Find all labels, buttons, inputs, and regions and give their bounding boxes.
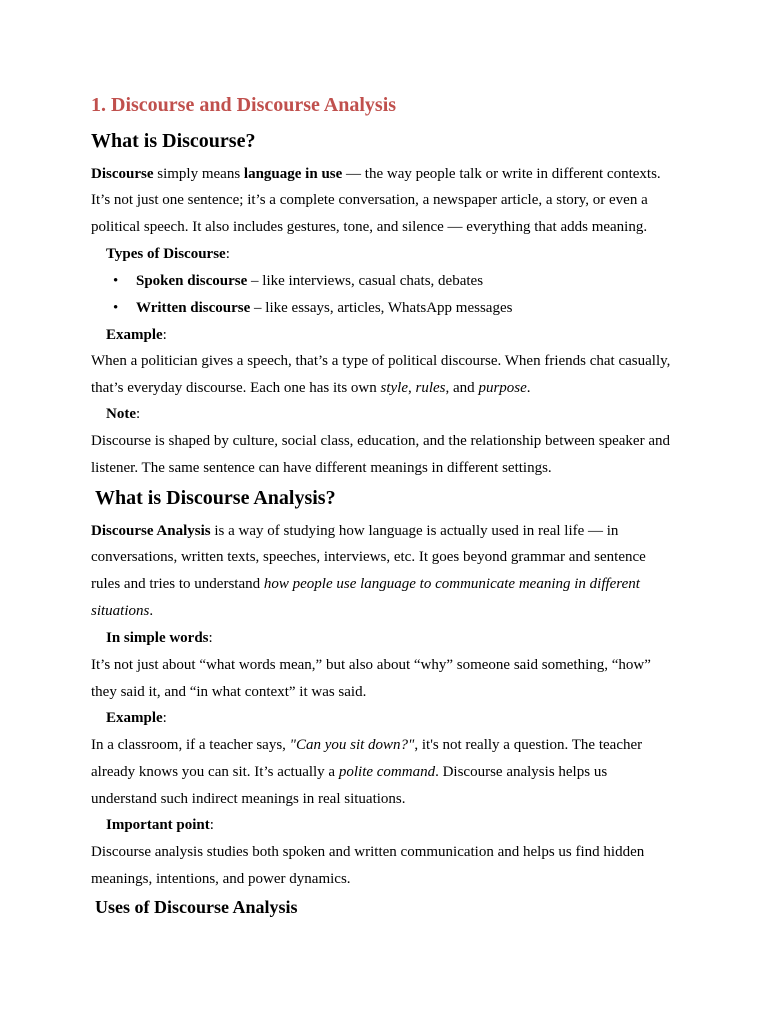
- term-style: style: [380, 380, 409, 396]
- da-definition-line-4: [91, 601, 153, 621]
- da-definition-line-2: conversations, written texts, speeches, interviews, etc. It goes beyond grammar and sentence: [91, 549, 646, 565]
- text-span: is a way of studying how language is actually used in real life — in: [210, 523, 619, 539]
- text-span: ,: [408, 380, 416, 396]
- important-point-line-2: meanings, intentions, and power dynamics.: [91, 871, 351, 887]
- term-rules: rules: [415, 380, 446, 396]
- note-line-1: Discourse is shaped by culture, social class, education, and the relationship between speaker and: [91, 433, 670, 449]
- text-span: .: [149, 603, 154, 619]
- da-example-line-1: [91, 735, 642, 755]
- da-example-line-2: [91, 762, 607, 782]
- text-span: , and: [445, 380, 479, 396]
- da-example-line-3: understand such indirect meanings in real situations.: [91, 791, 406, 807]
- label-text: Example: [106, 710, 163, 726]
- italic-span: situations: [91, 603, 150, 619]
- list-item-written-discourse: [136, 298, 512, 318]
- da-definition-line-1: [91, 521, 618, 541]
- discourse-definition-line-1: [91, 164, 661, 184]
- text-span: .: [526, 380, 531, 396]
- list-item-desc: – like interviews, casual chats, debates: [247, 273, 484, 289]
- label-colon: :: [225, 246, 230, 262]
- note-label: [106, 404, 140, 424]
- simple-words-line-1: It’s not just about “what words mean,” but also about “why” someone said something, “how”: [91, 657, 651, 673]
- list-item-spoken-discourse: [136, 271, 483, 291]
- text-span: . Discourse analysis helps us: [435, 764, 608, 780]
- label-colon: :: [136, 406, 141, 422]
- example-label: [106, 325, 167, 345]
- text-span: simply means: [153, 166, 244, 182]
- text-span: that’s everyday discourse. Each one has its own: [91, 380, 381, 396]
- heading-uses-of-discourse-analysis: Uses of Discourse Analysis: [95, 897, 298, 917]
- term-polite-command: polite command: [338, 764, 436, 780]
- term-discourse-analysis: Discourse Analysis: [91, 523, 211, 539]
- text-span: In a classroom, if a teacher says,: [91, 737, 290, 753]
- label-colon: :: [209, 817, 214, 833]
- note-line-2: listener. The same sentence can have different meanings in different settings.: [91, 460, 552, 476]
- label-text: Types of Discourse: [106, 246, 226, 262]
- list-item-desc: – like essays, articles, WhatsApp messages: [250, 300, 513, 316]
- simple-words-line-2: they said it, and “in what context” it was said.: [91, 684, 367, 700]
- discourse-definition-line-3: political speech. It also includes gestures, tone, and silence — everything that adds meaning.: [91, 219, 648, 235]
- list-item-term: Spoken discourse: [136, 273, 248, 289]
- label-colon: :: [162, 327, 167, 343]
- text-span: — the way people talk or write in different contexts.: [342, 166, 661, 182]
- term-language-in-use: language in use: [243, 166, 343, 182]
- bullet-icon: •: [113, 273, 119, 289]
- in-simple-words-label: [106, 628, 213, 648]
- da-definition-line-3: [91, 574, 640, 594]
- important-point-label: [106, 815, 214, 835]
- heading-what-is-discourse-analysis: What is Discourse Analysis?: [95, 487, 336, 509]
- quote-span: "Can you sit down?": [289, 737, 415, 753]
- text-span: rules and tries to understand: [91, 576, 264, 592]
- types-of-discourse-label: [106, 244, 230, 264]
- label-colon: :: [208, 630, 213, 646]
- example-line-1: When a politician gives a speech, that’s a type of political discourse. When friends chat casually,: [91, 353, 671, 369]
- discourse-definition-line-2: It’s not just one sentence; it’s a complete conversation, a newspaper article, a story, or even a: [91, 192, 648, 208]
- italic-span: how people use language to communicate meaning in different: [263, 576, 640, 592]
- text-span: already knows you can sit. It’s actually a: [91, 764, 339, 780]
- important-point-line-1: Discourse analysis studies both spoken and written communication and helps us find hidden: [91, 844, 645, 860]
- label-colon: :: [162, 710, 167, 726]
- label-text: Example: [106, 327, 163, 343]
- label-text: In simple words: [106, 630, 209, 646]
- heading-what-is-discourse: What is Discourse?: [91, 130, 256, 152]
- term-discourse: Discourse: [91, 166, 154, 182]
- list-item-term: Written discourse: [136, 300, 251, 316]
- label-text: Note: [106, 406, 136, 422]
- bullet-icon: •: [113, 300, 119, 316]
- example-line-2: [91, 378, 531, 398]
- text-span: , it's not really a question. The teacher: [414, 737, 643, 753]
- term-purpose: purpose: [478, 380, 527, 396]
- label-text: Important point: [106, 817, 210, 833]
- section-title: 1. Discourse and Discourse Analysis: [91, 94, 397, 116]
- example-label: [106, 708, 167, 728]
